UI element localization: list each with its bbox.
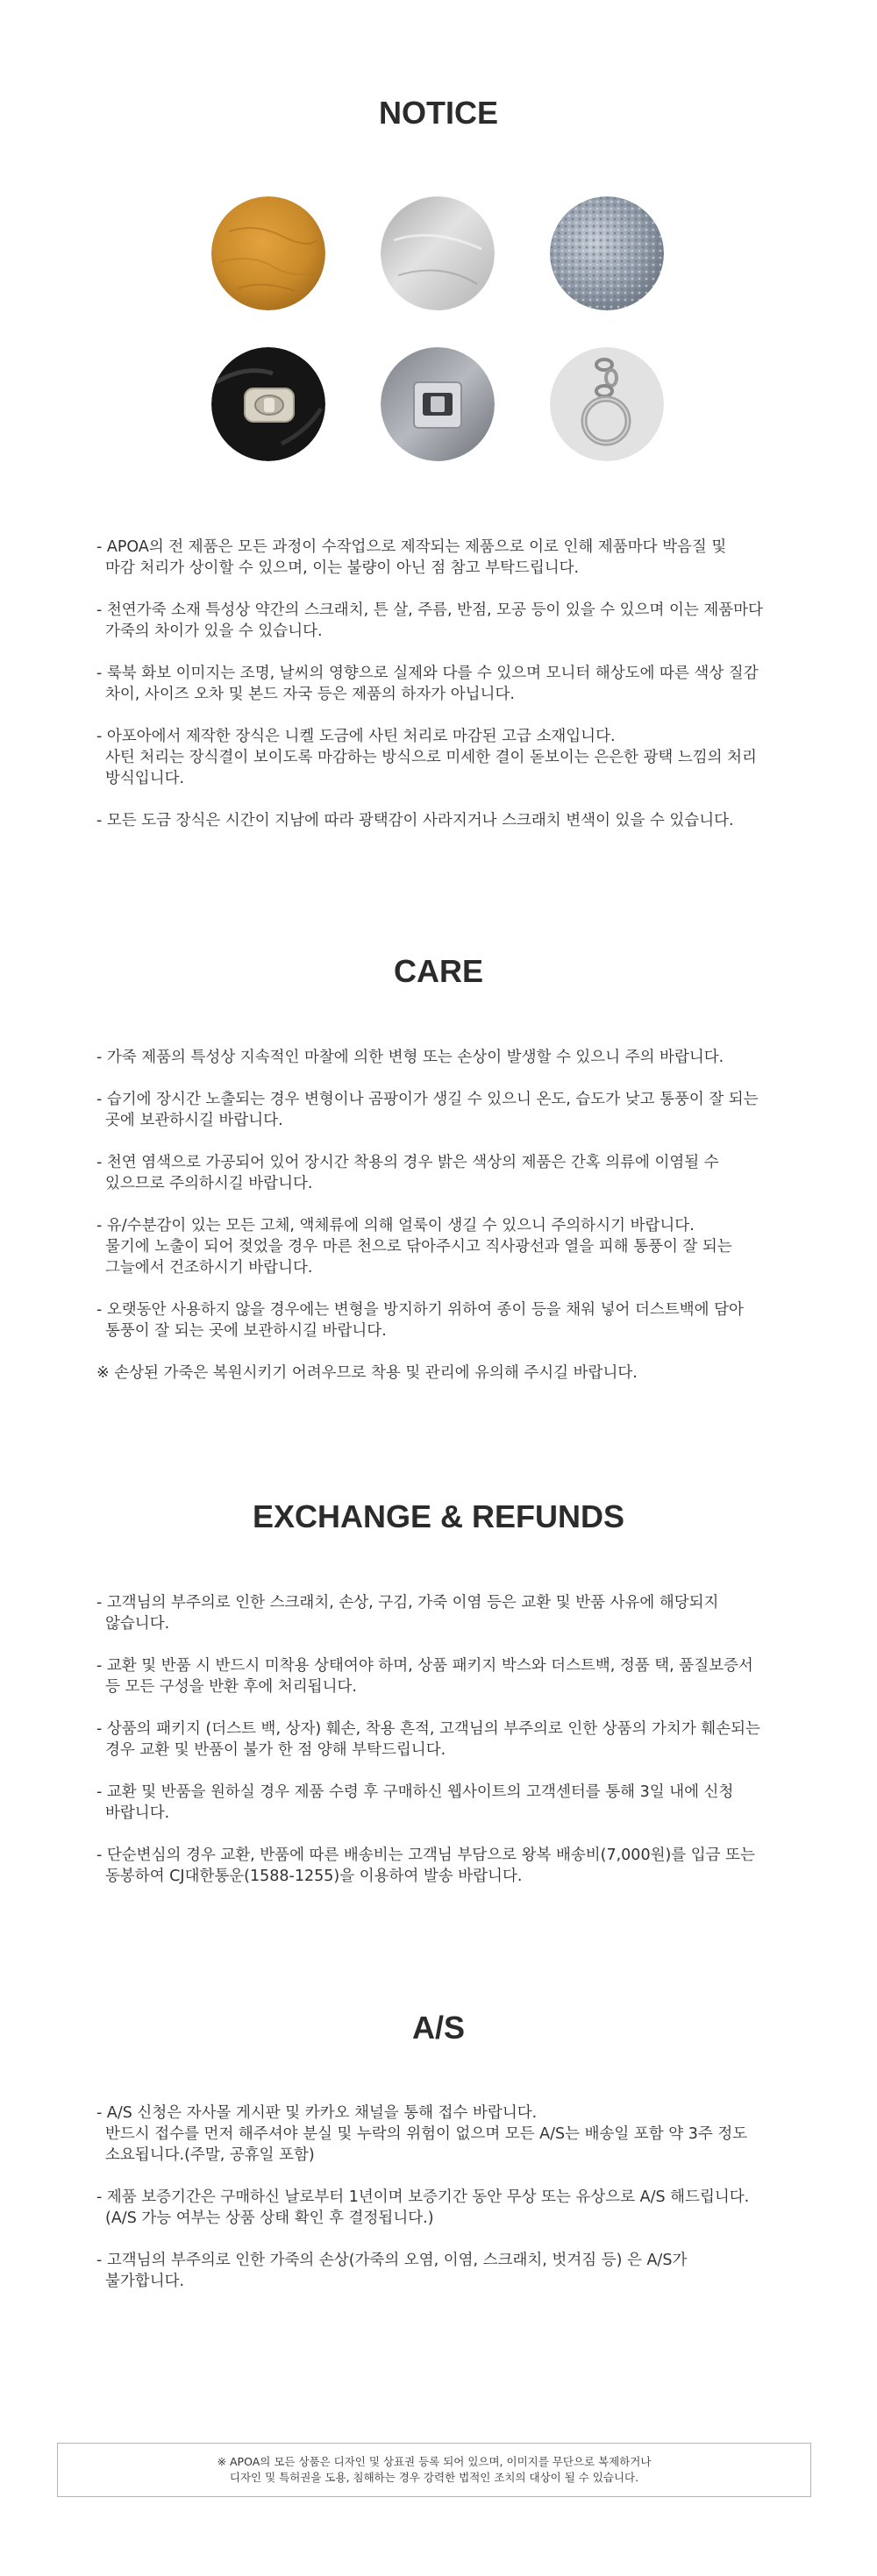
as-paragraph: - 고객님의 부주의로 인한 가죽의 손상(가죽의 오염, 이염, 스크래치, 벗겨짐 등) 은 A/S가 불가합니다. <box>96 2252 688 2290</box>
care-title: CARE <box>393 953 483 989</box>
notice-title: NOTICE <box>378 95 498 131</box>
chain-ring-swatch <box>550 347 664 461</box>
notice-section <box>96 537 789 831</box>
care-paragraph: - 가죽 제품의 특성상 지속적인 마찰에 의한 변형 또는 손상이 발생할 수 있으니 주의 바랍니다. <box>96 1049 724 1066</box>
copyright-notice: ※ APOA의 모든 상품은 디자인 및 상표권 등록 되어 있으며, 이미지를 무단으로 복제하거나 디자인 및 특허권을 도용, 침해하는 경우 강력한 법적인 조치의 대상이 될 수 있습니다. <box>57 2443 811 2497</box>
care-paragraph: - 천연 염색으로 가공되어 있어 장시간 착용의 경우 밝은 색상의 제품은 간혹 의류에 이염될 수 있으므로 주의하시길 바랍니다. <box>96 1154 719 1192</box>
metallic-grain-swatch <box>550 196 664 310</box>
silver-leather-swatch <box>381 196 495 310</box>
exchange-paragraph: - 고객님의 부주의로 인한 스크래치, 손상, 구김, 가죽 이염 등은 교환 및 반품 사유에 해당되지 않습니다. <box>96 1594 719 1633</box>
care-section <box>96 1047 789 1384</box>
exchange-paragraph: - 단순변심의 경우 교환, 반품에 따른 배송비는 고객님 부담으로 왕복 배송비(7,000원)를 입금 또는 동봉하여 CJ대한통운(1588-1255)을 이용하여 발송 바랍니다. <box>96 1847 755 1885</box>
exchange-paragraph: - 교환 및 반품을 원하실 경우 제품 수령 후 구매하신 웹사이트의 고객센터를 통해 3일 내에 신청 바랍니다. <box>96 1783 734 1822</box>
notice-paragraph: - APOA의 전 제품은 모든 과정이 수작업으로 제작되는 제품으로 이로 인해 제품마다 박음질 및 마감 처리가 상이할 수 있으며, 이는 불량이 아닌 점 참고 부탁드립니다. <box>96 538 727 577</box>
notice-paragraph: - 아포아에서 제작한 장식은 니켈 도금에 사틴 처리로 마감된 고급 소재입니다. 사틴 처리는 장식결이 보이도록 마감하는 방식으로 미세한 결이 돋보이는 은은한 광택 느낌의 처리 방식입니다. <box>96 728 757 787</box>
silver-buckle-swatch <box>381 347 495 461</box>
notice-paragraph: - 천연가죽 소재 특성상 약간의 스크래치, 튼 살, 주름, 반점, 모공 등이 있을 수 있으며 이는 제품마다 가죽의 차이가 있을 수 있습니다. <box>96 601 763 640</box>
as-section <box>96 2103 789 2292</box>
exchange-paragraph: - 교환 및 반품 시 반드시 미착용 상태여야 하며, 상품 패키지 박스와 더스트백, 정품 택, 품질보증서 등 모든 구성을 반환 후에 처리됩니다. <box>96 1657 753 1696</box>
notice-paragraph: - 모든 도금 장식은 시간이 지남에 따라 광택감이 사라지거나 스크래치 변색이 있을 수 있습니다. <box>96 812 734 829</box>
turn-lock-swatch <box>211 347 325 461</box>
tan-leather-swatch <box>211 196 325 310</box>
care-paragraph: - 유/수분감이 있는 모든 고체, 액체류에 의해 얼룩이 생길 수 있으니 주의하시기 바랍니다. 물기에 노출이 되어 젖었을 경우 마른 천으로 닦아주시고 직사광선과 열을 피해 통풍이 잘 되는 그늘에서 건조하시기 바랍니다. <box>96 1217 732 1277</box>
exchange-paragraph: - 상품의 패키지 (더스트 백, 상자) 훼손, 착용 흔적, 고객님의 부주의로 인한 상품의 가치가 훼손되는 경우 교환 및 반품이 불가 한 점 양해 부탁드립니다. <box>96 1720 760 1759</box>
exchange-title: EXCHANGE & REFUNDS <box>252 1498 625 1534</box>
exchange-section <box>96 1592 789 1887</box>
care-paragraph: ※ 손상된 가죽은 복원시키기 어려우므로 착용 및 관리에 유의해 주시길 바랍니다. <box>96 1364 638 1382</box>
as-title: A/S <box>411 2010 465 2046</box>
care-paragraph: - 습기에 장시간 노출되는 경우 변형이나 곰팡이가 생길 수 있으니 온도, 습도가 낮고 통풍이 잘 되는 곳에 보관하시길 바랍니다. <box>96 1091 759 1129</box>
care-paragraph: - 오랫동안 사용하지 않을 경우에는 변형을 방지하기 위하여 종이 등을 채워 넣어 더스트백에 담아 통풍이 잘 되는 곳에 보관하시길 바랍니다. <box>96 1301 744 1340</box>
as-paragraph: - 제품 보증기간은 구매하신 날로부터 1년이며 보증기간 동안 무상 또는 유상으로 A/S 해드립니다. (A/S 가능 여부는 상품 상태 확인 후 결정됩니다.) <box>96 2188 750 2227</box>
as-paragraph: - A/S 신청은 자사몰 게시판 및 카카오 채널을 통해 접수 바랍니다. 반드시 접수를 먼저 해주셔야 분실 및 누락의 위험이 없으며 모든 A/S는 배송일 포함 약 3주 정도 소요됩니다.(주말, 공휴일 포함) <box>96 2104 748 2164</box>
notice-paragraph: - 룩북 화보 이미지는 조명, 날씨의 영향으로 실제와 다를 수 있으며 모니터 해상도에 따른 색상 질감 차이, 사이즈 오차 및 본드 자국 등은 제품의 하자가 아닙니다. <box>96 665 759 703</box>
